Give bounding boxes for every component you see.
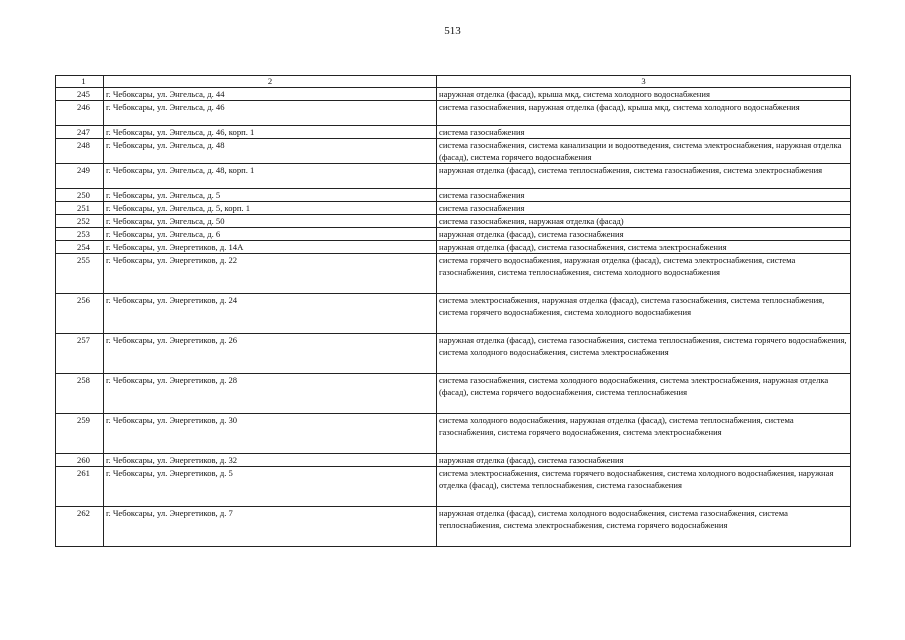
row-number: 254 (56, 241, 104, 254)
table-row (56, 241, 851, 254)
row-systems: система газоснабжения (437, 202, 851, 215)
row-systems: система газоснабжения, наружная отделка (фасад) (437, 215, 851, 228)
table-row (56, 189, 851, 202)
row-number: 249 (56, 164, 104, 189)
table-row (56, 454, 851, 467)
row-number: 248 (56, 139, 104, 164)
table-row (56, 139, 851, 164)
row-address: г. Чебоксары, ул. Энергетиков, д. 26 (104, 334, 437, 374)
row-number: 246 (56, 101, 104, 126)
page-number: 513 (444, 25, 461, 37)
row-number: 247 (56, 126, 104, 139)
table-row (56, 507, 851, 547)
row-systems: система газоснабжения (437, 126, 851, 139)
row-systems: система газоснабжения, наружная отделка (фасад), крыша мкд, система холодного водоснабжения (437, 101, 851, 126)
row-systems: система горячего водоснабжения, наружная отделка (фасад), система электроснабжения, система газоснабжения, система теплоснабжения, система холодного водоснабжения (437, 254, 851, 294)
row-address: г. Чебоксары, ул. Энергетиков, д. 32 (104, 454, 437, 467)
table-row (56, 254, 851, 294)
row-number: 251 (56, 202, 104, 215)
row-number: 253 (56, 228, 104, 241)
row-address: г. Чебоксары, ул. Энгельса, д. 48 (104, 139, 437, 164)
row-number: 260 (56, 454, 104, 467)
row-systems: система электроснабжения, наружная отделка (фасад), система газоснабжения, система теплоснабжения, система горячего водоснабжения, система холодного водоснабжения (437, 294, 851, 334)
row-number: 255 (56, 254, 104, 294)
table-header-row (56, 76, 851, 88)
table-row (56, 126, 851, 139)
table-row (56, 88, 851, 101)
row-systems: наружная отделка (фасад), система холодного водоснабжения, система газоснабжения, система теплоснабжения, система электроснабжения, система горячего водоснабжения (437, 507, 851, 547)
table-row (56, 164, 851, 189)
column-header-1: 1 (56, 76, 104, 88)
row-address: г. Чебоксары, ул. Энгельса, д. 50 (104, 215, 437, 228)
row-number: 252 (56, 215, 104, 228)
row-address: г. Чебоксары, ул. Энергетиков, д. 14А (104, 241, 437, 254)
row-address: г. Чебоксары, ул. Энгельса, д. 5 (104, 189, 437, 202)
row-systems: наружная отделка (фасад), система газоснабжения, система теплоснабжения, система горячего водоснабжения, система холодного водоснабжения, система электроснабжения (437, 334, 851, 374)
row-systems: система газоснабжения (437, 189, 851, 202)
row-address: г. Чебоксары, ул. Энгельса, д. 46, корп. 1 (104, 126, 437, 139)
row-number: 245 (56, 88, 104, 101)
row-number: 258 (56, 374, 104, 414)
table-row (56, 215, 851, 228)
row-address: г. Чебоксары, ул. Энгельса, д. 5, корп. 1 (104, 202, 437, 215)
buildings-table (55, 75, 851, 547)
row-systems: наружная отделка (фасад), система газоснабжения, система электроснабжения (437, 241, 851, 254)
row-systems: наружная отделка (фасад), система газоснабжения (437, 228, 851, 241)
table-row (56, 294, 851, 334)
row-number: 257 (56, 334, 104, 374)
row-number: 256 (56, 294, 104, 334)
row-number: 262 (56, 507, 104, 547)
table-row (56, 334, 851, 374)
row-number: 259 (56, 414, 104, 454)
row-systems: наружная отделка (фасад), система теплоснабжения, система газоснабжения, система электроснабжения (437, 164, 851, 189)
table-row (56, 374, 851, 414)
table-row (56, 202, 851, 215)
table-row (56, 414, 851, 454)
column-header-3: 3 (437, 76, 851, 88)
row-systems: система газоснабжения, система канализации и водоотведения, система электроснабжения, наружная отделка (фасад), система горячего водоснабжения (437, 139, 851, 164)
row-address: г. Чебоксары, ул. Энергетиков, д. 28 (104, 374, 437, 414)
row-number: 261 (56, 467, 104, 507)
row-systems: система электроснабжения, система горячего водоснабжения, система холодного водоснабжения, наружная отделка (фасад), система теплоснабжения, система газоснабжения (437, 467, 851, 507)
row-systems: система холодного водоснабжения, наружная отделка (фасад), система теплоснабжения, система газоснабжения, система горячего водоснабжения, система электроснабжения (437, 414, 851, 454)
row-address: г. Чебоксары, ул. Энгельса, д. 46 (104, 101, 437, 126)
row-address: г. Чебоксары, ул. Энгельса, д. 6 (104, 228, 437, 241)
table-row (56, 467, 851, 507)
row-address: г. Чебоксары, ул. Энергетиков, д. 22 (104, 254, 437, 294)
row-address: г. Чебоксары, ул. Энгельса, д. 48, корп. 1 (104, 164, 437, 189)
table-row (56, 101, 851, 126)
column-header-2: 2 (104, 76, 437, 88)
row-address: г. Чебоксары, ул. Энергетиков, д. 24 (104, 294, 437, 334)
table-row (56, 228, 851, 241)
row-systems: система газоснабжения, система холодного водоснабжения, система электроснабжения, наружная отделка (фасад), система горячего водоснабжения, система теплоснабжения (437, 374, 851, 414)
row-address: г. Чебоксары, ул. Энгельса, д. 44 (104, 88, 437, 101)
row-systems: наружная отделка (фасад), крыша мкд, система холодного водоснабжения (437, 88, 851, 101)
row-number: 250 (56, 189, 104, 202)
row-systems: наружная отделка (фасад), система газоснабжения (437, 454, 851, 467)
row-address: г. Чебоксары, ул. Энергетиков, д. 30 (104, 414, 437, 454)
row-address: г. Чебоксары, ул. Энергетиков, д. 5 (104, 467, 437, 507)
row-address: г. Чебоксары, ул. Энергетиков, д. 7 (104, 507, 437, 547)
